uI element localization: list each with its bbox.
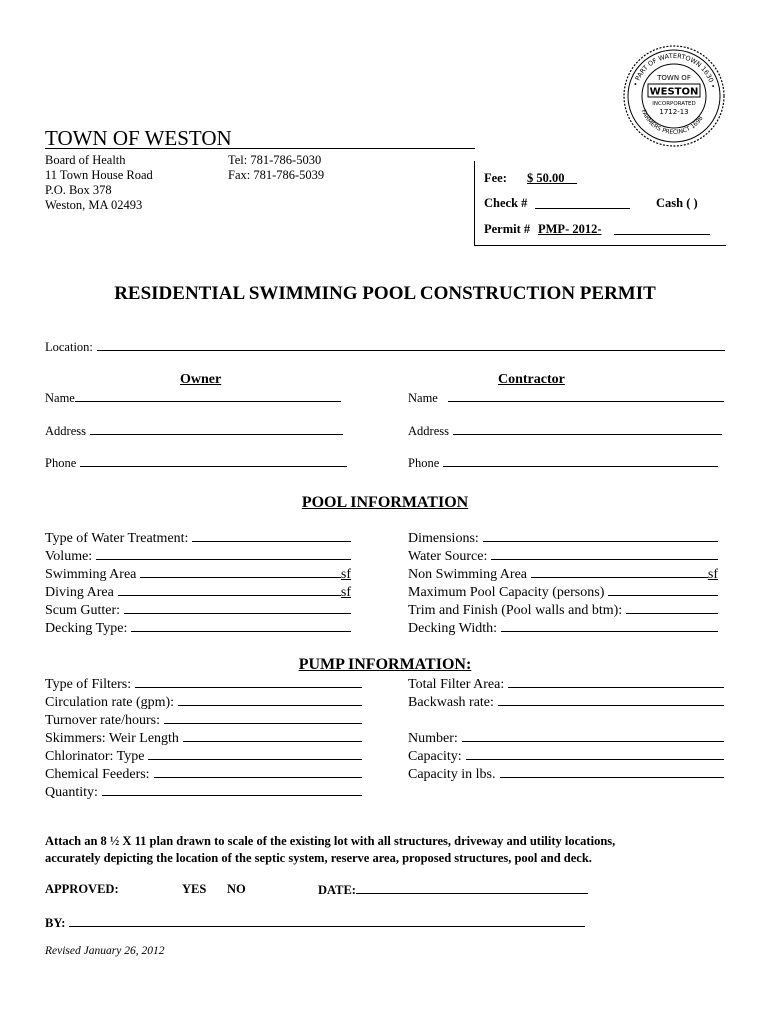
pump-right-label: Capacity in lbs. xyxy=(408,767,496,782)
pool-right-row-non-swimming-area xyxy=(408,566,718,583)
pool-right-row-water-source xyxy=(408,548,718,565)
pump-left-row-circulation-rate-gpm xyxy=(45,694,362,711)
pool-left-row-scum-gutter xyxy=(45,602,351,619)
owner-address-field[interactable] xyxy=(90,423,343,435)
pool-left-row-volume xyxy=(45,548,351,565)
pump-right-label: Total Filter Area: xyxy=(408,677,505,692)
pump-right-row-total-filter-area xyxy=(408,676,724,693)
contractor-address-field[interactable] xyxy=(453,423,722,435)
pool-left-unit-label: sf xyxy=(340,585,351,600)
pool-left-unit-label: sf xyxy=(340,567,351,582)
tel-line: Tel: 781-786-5030 xyxy=(228,153,322,167)
contractor-heading: Contractor xyxy=(498,372,565,387)
owner-phone-label: Phone xyxy=(45,456,77,470)
seal-incorporated-text: INCORPORATED xyxy=(652,101,696,107)
pool-right-label: Decking Width: xyxy=(408,621,497,636)
pool-right-label: Trim and Finish (Pool walls and btm): xyxy=(408,603,623,618)
pool-right-field[interactable] xyxy=(483,530,718,542)
dept-name: Board of Health xyxy=(45,153,126,167)
pump-right-label: Capacity: xyxy=(408,749,462,764)
pump-left-row-type-of-filters xyxy=(45,676,362,693)
pool-right-unit-label: sf xyxy=(707,567,718,582)
pump-right-label: Backwash rate: xyxy=(408,695,494,710)
pump-right-row-capacity-in-lbs xyxy=(408,766,724,783)
pump-left-field[interactable] xyxy=(102,784,362,796)
approved-label: APPROVED: xyxy=(45,882,119,896)
revised-note: Revised January 26, 2012 xyxy=(45,945,165,957)
pool-left-field[interactable] xyxy=(96,548,351,560)
owner-name-row xyxy=(45,390,341,406)
by-signature-field[interactable] xyxy=(69,915,585,927)
pool-left-row-swimming-area xyxy=(45,566,351,583)
contractor-name-label: Name xyxy=(408,391,438,405)
pool-right-row-maximum-pool-capacity-persons xyxy=(408,584,718,601)
contractor-phone-label: Phone xyxy=(408,456,440,470)
pool-left-field[interactable] xyxy=(192,530,351,542)
owner-phone-row xyxy=(45,455,347,471)
pool-right-label: Maximum Pool Capacity (persons) xyxy=(408,585,605,600)
pump-left-label: Chlorinator: Type xyxy=(45,749,145,764)
pump-right-field[interactable] xyxy=(466,748,724,760)
check-number-field[interactable] xyxy=(535,196,630,209)
pool-right-label: Non Swimming Area xyxy=(408,567,527,582)
date-row xyxy=(318,882,588,898)
pool-left-field[interactable] xyxy=(131,620,351,632)
pump-info-heading: PUMP INFORMATION: xyxy=(298,656,472,673)
address-line1: 11 Town House Road xyxy=(45,168,153,182)
pump-left-row-quantity xyxy=(45,784,362,801)
permit-value: PMP- 2012- xyxy=(538,222,602,236)
seal-years-text: 1712-13 xyxy=(659,108,689,116)
pump-right-field[interactable] xyxy=(500,766,725,778)
pump-right-row-backwash-rate xyxy=(408,694,724,711)
pump-left-row-chemical-feeders xyxy=(45,766,362,783)
town-seal-logo xyxy=(622,44,726,148)
pool-left-label: Diving Area xyxy=(45,585,114,600)
town-title: TOWN OF WESTON xyxy=(45,126,232,150)
pump-left-label: Quantity: xyxy=(45,785,98,800)
pump-left-field[interactable] xyxy=(178,694,362,706)
attach-note-line1: Attach an 8 ½ X 11 plan drawn to scale of the existing lot with all structures, driveway and utility locations, xyxy=(45,834,616,848)
pool-right-field[interactable] xyxy=(626,602,718,614)
pump-right-field[interactable] xyxy=(462,730,724,742)
contractor-name-field[interactable] xyxy=(448,390,724,402)
pump-left-label: Type of Filters: xyxy=(45,677,132,692)
pool-right-row-decking-width xyxy=(408,620,718,637)
owner-name-label: Name xyxy=(45,391,75,405)
check-label: Check # xyxy=(484,196,528,210)
pool-left-row-diving-area xyxy=(45,584,351,601)
pool-left-row-decking-type xyxy=(45,620,351,637)
pool-left-row-type-of-water-treatment xyxy=(45,530,351,547)
pump-left-field[interactable] xyxy=(135,676,362,688)
pump-left-row-turnover-rate-hours xyxy=(45,712,362,729)
date-field[interactable] xyxy=(356,882,588,894)
pump-left-row-chlorinator-type xyxy=(45,748,362,765)
pump-left-label: Turnover rate/hours: xyxy=(45,713,160,728)
yes-option[interactable]: YES xyxy=(182,882,207,896)
form-title: RESIDENTIAL SWIMMING POOL CONSTRUCTION PERMIT xyxy=(114,283,656,304)
seal-name-text: WESTON xyxy=(649,86,699,98)
pool-info-heading: POOL INFORMATION xyxy=(301,494,469,511)
attach-note-line2: accurately depicting the location of the septic system, reserve area, proposed structures, pool and deck. xyxy=(45,851,592,865)
location-row xyxy=(45,339,725,355)
owner-name-field[interactable] xyxy=(75,390,341,402)
pool-left-label: Swimming Area xyxy=(45,567,137,582)
pump-left-field[interactable] xyxy=(148,748,362,760)
pump-left-field[interactable] xyxy=(154,766,362,778)
pool-left-label: Scum Gutter: xyxy=(45,603,121,618)
fax-line: Fax: 781-786-5039 xyxy=(228,168,325,182)
location-label: Location: xyxy=(45,340,93,354)
header-rule xyxy=(45,148,475,149)
by-label: BY: xyxy=(45,916,66,930)
pool-left-label: Decking Type: xyxy=(45,621,128,636)
owner-address-row xyxy=(45,423,343,439)
pool-left-field[interactable] xyxy=(140,566,340,578)
pump-left-field[interactable] xyxy=(183,730,362,742)
pump-right-label: Number: xyxy=(408,731,458,746)
pump-right-field[interactable] xyxy=(498,694,724,706)
owner-phone-field[interactable] xyxy=(80,455,347,467)
pump-left-label: Skimmers: Weir Length xyxy=(45,731,179,746)
pobox-line: P.O. Box 378 xyxy=(45,183,112,197)
pool-right-row-trim-and-finish-pool-walls-and-btm xyxy=(408,602,718,619)
contractor-name-row xyxy=(408,390,724,406)
fee-label: Fee: xyxy=(484,171,507,185)
contractor-phone-row xyxy=(408,455,718,471)
pool-left-label: Type of Water Treatment: xyxy=(45,531,189,546)
citystate-line: Weston, MA 02493 xyxy=(45,198,143,212)
svg-text:• PART OF WATERTOWN 1630 •: • PART OF WATERTOWN 1630 • xyxy=(631,51,718,90)
pump-right-row-number xyxy=(408,730,724,747)
cash-label[interactable]: Cash ( ) xyxy=(656,196,698,210)
pool-right-row-dimensions xyxy=(408,530,718,547)
location-field[interactable] xyxy=(97,339,725,351)
pool-left-label: Volume: xyxy=(45,549,93,564)
permit-number-field[interactable] xyxy=(614,222,710,235)
svg-text:FARMERS PRECINCT 1698: FARMERS PRECINCT 1698 xyxy=(639,108,705,137)
pump-left-label: Circulation rate (gpm): xyxy=(45,695,175,710)
owner-address-label: Address xyxy=(45,424,86,438)
pool-right-label: Dimensions: xyxy=(408,531,479,546)
pool-right-field[interactable] xyxy=(491,548,718,560)
permit-label: Permit # xyxy=(484,222,531,236)
pool-right-label: Water Source: xyxy=(408,549,488,564)
pool-left-field[interactable] xyxy=(118,584,341,596)
fee-value: $ 50.00__ xyxy=(527,171,577,185)
contractor-address-row xyxy=(408,423,722,439)
date-label: DATE: xyxy=(318,883,356,897)
by-row xyxy=(45,915,585,931)
pump-left-field[interactable] xyxy=(164,712,362,724)
contractor-phone-field[interactable] xyxy=(443,455,718,467)
pump-left-label: Chemical Feeders: xyxy=(45,767,150,782)
pool-right-field[interactable] xyxy=(501,620,718,632)
pool-right-field[interactable] xyxy=(608,584,718,596)
owner-heading: Owner xyxy=(180,372,222,387)
seal-top-text: TOWN OF xyxy=(657,74,691,82)
pool-left-field[interactable] xyxy=(124,602,351,614)
pump-right-field[interactable] xyxy=(508,676,724,688)
pump-right-row-capacity xyxy=(408,748,724,765)
pump-left-row-skimmers-weir-length xyxy=(45,730,362,747)
pool-right-field[interactable] xyxy=(531,566,708,578)
contractor-address-label: Address xyxy=(408,424,449,438)
no-option[interactable]: NO xyxy=(227,882,246,896)
